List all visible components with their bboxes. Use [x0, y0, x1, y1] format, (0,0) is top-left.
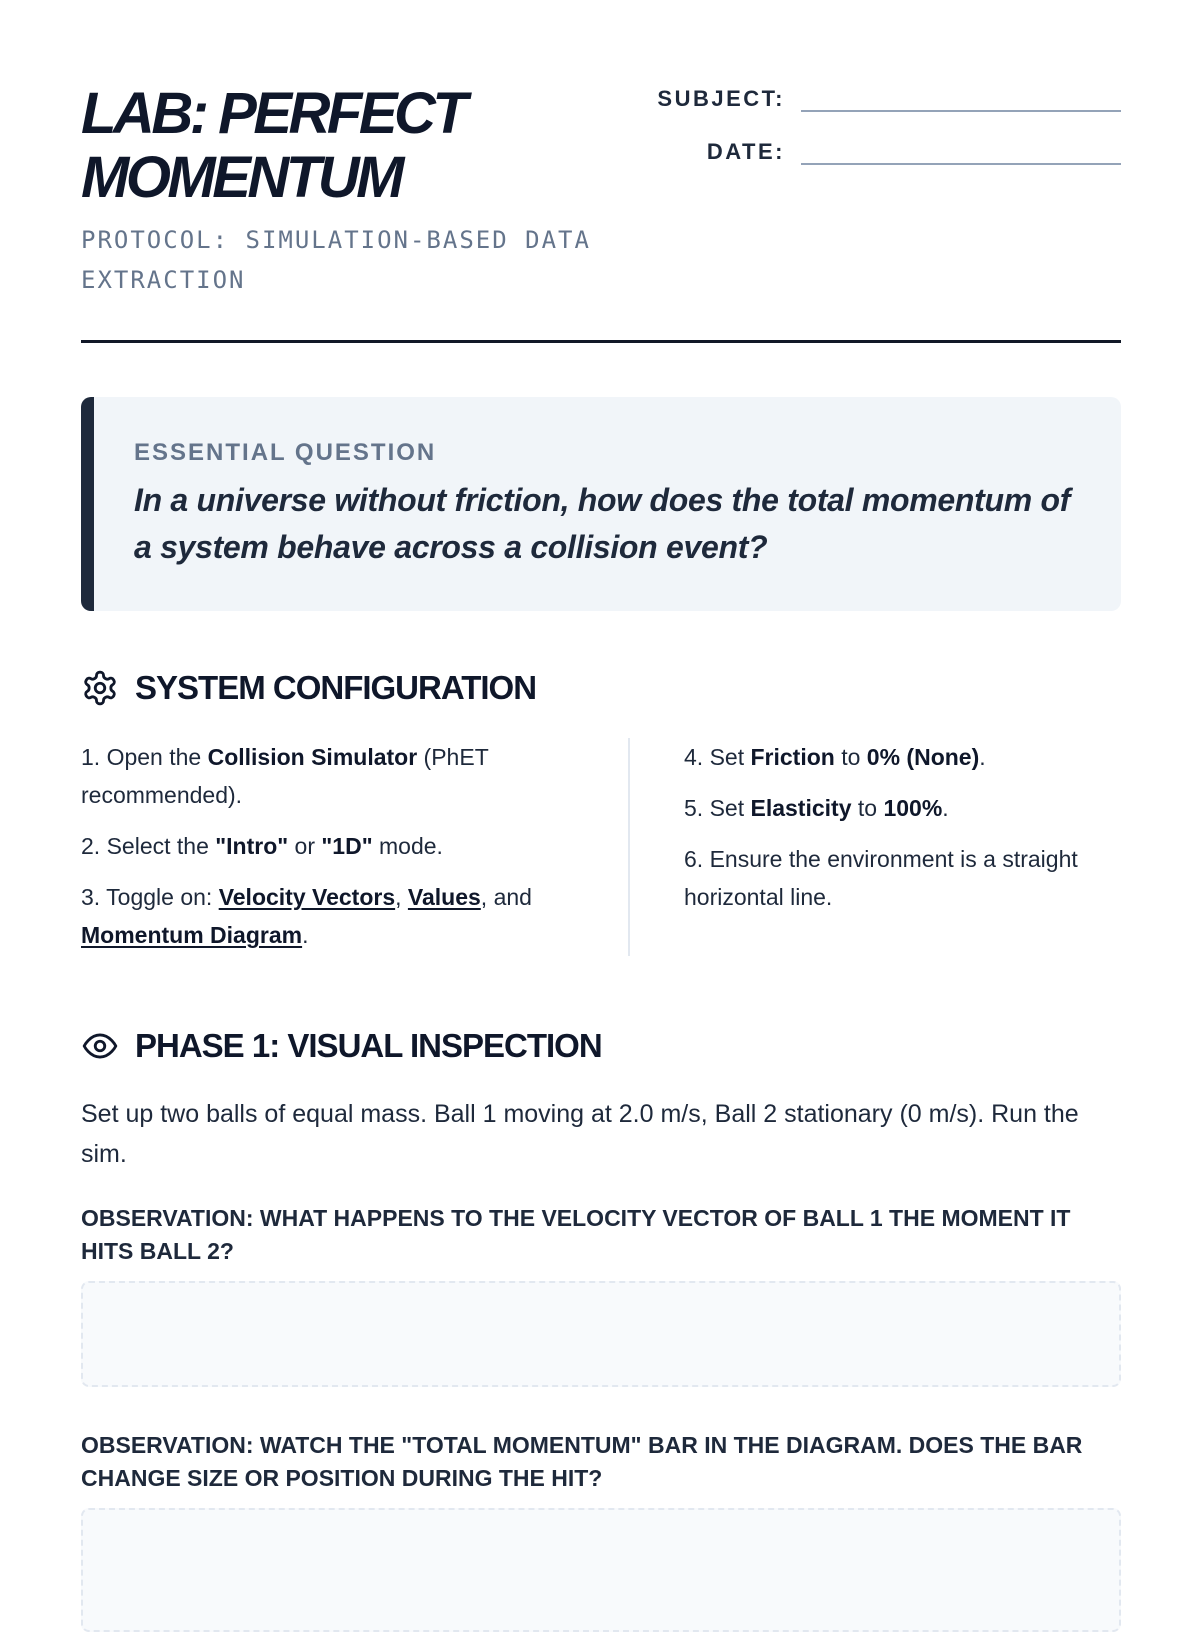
step-text: 3. Toggle on:: [81, 884, 219, 910]
step-toggle-option: Momentum Diagram: [81, 922, 303, 948]
essential-question-text: In a universe without friction, how does the total momentum of a system behave across a collision event?: [134, 482, 1071, 565]
section-title: PHASE 1: VISUAL INSPECTION: [135, 1027, 602, 1064]
step-emphasis: 0% (None): [866, 744, 980, 770]
date-field-row: [635, 137, 1121, 167]
config-step: [81, 827, 591, 865]
step-emphasis: Elasticity: [750, 795, 852, 821]
subject-input-line[interactable]: [801, 110, 1121, 112]
section-heading-phase-1: [81, 1026, 602, 1066]
essential-question-label: ESSENTIAL QUESTION: [134, 439, 437, 466]
step-emphasis: "Intro": [215, 833, 289, 859]
step-text: 4. Set: [684, 744, 751, 770]
step-toggle-option: Values: [407, 884, 481, 910]
step-text: .: [979, 744, 986, 770]
step-text: ,: [395, 884, 408, 910]
header-divider: [81, 340, 1121, 343]
step-text: 2. Select the: [81, 833, 216, 859]
eye-icon: [81, 1027, 119, 1065]
step-text: to: [834, 744, 867, 770]
page-title: LAB: PERFECT MOMENTUM: [81, 81, 465, 210]
step-text: to: [851, 795, 884, 821]
worksheet-header: [81, 0, 1121, 343]
config-step: [684, 738, 1121, 776]
section-title: SYSTEM CONFIGURATION: [135, 669, 537, 706]
observation-answer-box[interactable]: [81, 1281, 1121, 1387]
step-text: .: [942, 795, 949, 821]
step-text: (PhET recommended).: [81, 744, 489, 808]
observation-answer-box[interactable]: [81, 1508, 1121, 1632]
date-label: DATE:: [706, 139, 785, 164]
subject-field-row: [635, 84, 1121, 114]
subject-label: SUBJECT:: [657, 86, 785, 111]
config-step: [684, 840, 1121, 916]
config-step: [81, 878, 591, 954]
callout-accent-bar: [81, 397, 94, 611]
date-input-line[interactable]: [801, 163, 1121, 165]
step-text: .: [302, 922, 309, 948]
essential-question-callout: [81, 397, 1121, 611]
gear-icon: [81, 669, 119, 707]
observation-question: OBSERVATION: WHAT HAPPENS TO THE VELOCITY VECTOR OF BALL 1 THE MOMENT IT HITS BALL 2?: [81, 1205, 1071, 1264]
step-emphasis: Collision Simulator: [207, 744, 418, 770]
step-toggle-option: Velocity Vectors: [218, 884, 396, 910]
steps-column-left: [81, 738, 591, 967]
lab-worksheet: [81, 0, 1121, 1491]
step-text: 6. Ensure the environment is a straight horizontal line.: [684, 846, 1078, 910]
step-emphasis: "1D": [321, 833, 373, 859]
step-emphasis: 100%: [883, 795, 943, 821]
configuration-steps: [81, 738, 1121, 956]
phase-1-instructions: Set up two balls of equal mass. Ball 1 moving at 2.0 m/s, Ball 2 stationary (0 m/s). Run the sim.: [81, 1100, 1079, 1168]
steps-column-right: [684, 738, 1121, 929]
step-text: 1. Open the: [81, 744, 208, 770]
step-text: or: [288, 833, 322, 859]
step-text: mode.: [372, 833, 443, 859]
protocol-subtitle: PROTOCOL: SIMULATION-BASED DATA EXTRACTION: [81, 226, 591, 294]
observation-question: OBSERVATION: WATCH THE "TOTAL MOMENTUM" BAR IN THE DIAGRAM. DOES THE BAR CHANGE SIZE OR POSITION DURING THE HIT?: [81, 1432, 1083, 1491]
column-divider: [628, 738, 630, 956]
step-emphasis: Friction: [750, 744, 835, 770]
step-text: , and: [480, 884, 532, 910]
section-heading-system-configuration: [81, 668, 536, 708]
step-text: 5. Set: [684, 795, 751, 821]
config-step: [81, 738, 591, 814]
config-step: [684, 789, 1121, 827]
